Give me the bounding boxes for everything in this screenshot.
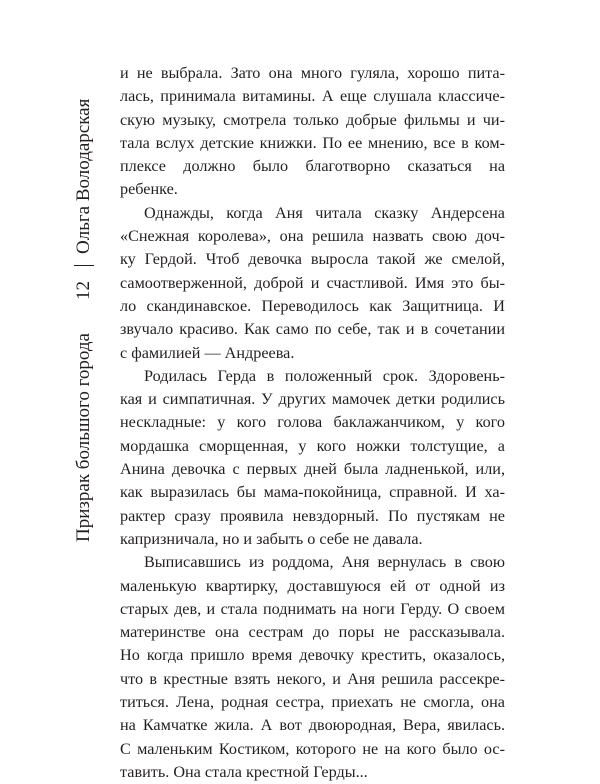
text-line: ло скандинавское. Переводилось как Защитница. И [120,296,505,315]
text-line: мордашка сморщенная, у кого ножки толстущие, а [120,436,505,455]
text-line: на Камчатке жила. А вот двоюродная, Вера, явилась. [120,716,505,735]
text-line: Но когда пришло время девочку крестить, оказалось, [120,646,505,665]
text-line: титься. Лена, родная сестра, приехать не смогла, она [120,693,505,712]
text-line: что в крестные взять некого, и Аня решила рассекре- [120,669,505,688]
running-sidebar [60,90,108,690]
text-line: самоотверженной, доброй и счастливой. Имя это бы- [120,273,505,292]
text-line: старых дев, и стала поднимать на ноги Герду. О своем [120,599,505,618]
text-line: «Снежная королева», она решила назвать свою доч- [120,227,505,246]
text-line: Анина девочка с первых дней была ладненькой, или, [120,460,505,479]
text-line: маленькую квартирку, доставшуюся ей от одной из [120,576,505,595]
text-line: тала вслух детские книжки. По ее мнению, все в ком- [120,133,505,152]
page-number: 12 [73,281,94,301]
text-line: скую музыку, смотрела только добрые фильмы и чи- [120,110,505,129]
text-line: ребенке. [120,180,178,199]
text-line: материнстве она сестрам до поры не рассказывала. [120,623,505,642]
text-line: Однажды, когда Аня читала сказку Андерсена [144,203,505,222]
text-line: кая и симпатичная. У других мамочек детки родились [120,390,505,409]
text-line: и не выбрала. Зато она много гуляла, хорошо пита- [120,64,505,82]
text-line: плексе должно было благотворно сказаться на [120,157,505,176]
running-head-divider [74,265,94,266]
text-line: рактер сразу проявила невздорный. По пустякам не [120,506,505,525]
text-line: С маленьким Костиком, которого не на кого было ос- [120,739,505,758]
text-line: как выразилась бы мама-покойница, справной. И ха- [120,483,505,502]
text-line: звучало красиво. Как само по себе, так и в сочетании [120,320,505,339]
running-head-author: Ольга Володарская [73,98,94,254]
text-line: лась, принимала витамины. А еще слушала классиче- [120,87,505,106]
text-line: капризничала, но и забыть о себе не давала. [120,529,423,548]
text-line: Выписавшись из роддома, Аня вернулась в свою [144,553,505,572]
text-line: Родилась Герда в положенный срок. Здоровень- [144,366,505,385]
text-line: тавить. Она стала крестной Герды... [120,762,368,781]
running-head-title: Призрак большого города [73,333,94,543]
body-text [120,62,505,784]
text-line: с фамилией — Андреева. [120,343,295,362]
text-line: нескладные: у кого голова баклажанчиком, у кого [120,413,505,432]
text-line: ку Гердой. Чтоб девочка выросла такой же смелой, [120,250,505,269]
